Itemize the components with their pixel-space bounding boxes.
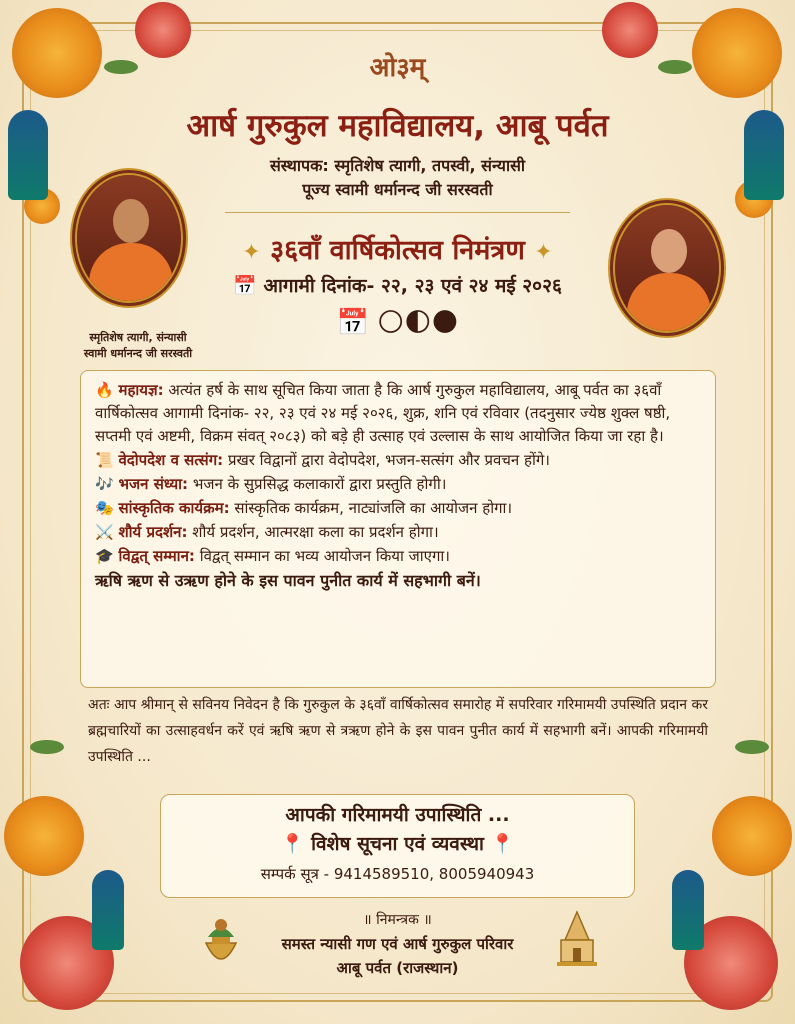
om-heading: ओ३म् [369, 53, 426, 83]
item-label: वेदोपदेश व सत्संग: [118, 451, 224, 469]
program-item-vidvat [95, 544, 701, 568]
pin-icon: 📍 [490, 833, 515, 855]
contact-numbers: सम्पर्क सूत्र - 9414589510, 8005940943 [260, 865, 535, 883]
swords-icon: ⚔️ [95, 523, 114, 541]
item-text: सांस्कृतिक कार्यक्रम, नाट्यांजलि का आयोजन होगा। [234, 499, 513, 517]
portrait-founder [70, 168, 188, 308]
item-label: शौर्य प्रदर्शन: [118, 523, 188, 541]
pin-icon: 📍 [280, 833, 305, 855]
inviter-line-2: आबू पर्वत (राजस्थान) [336, 959, 459, 977]
inviter-label: ॥ निमन्त्रक ॥ [363, 912, 432, 928]
moon-phase-icon: 🌕🌓🌑 [377, 308, 459, 338]
contact-box [160, 794, 635, 898]
item-label: विद्वत् सम्मान: [118, 547, 195, 565]
inviter-line-1: समस्त न्यासी गण एवं आर्ष गुरुकुल परिवार [281, 935, 514, 953]
leaf-icon [30, 740, 64, 754]
item-text: भजन के सुप्रसिद्ध कलाकारों द्वारा प्रस्तुति होगी। [192, 475, 447, 493]
program-item-shaurya [95, 520, 701, 544]
founder-line-1: संस्थापक: स्मृतिशेष त्यागी, तपस्वी, संन्यासी [269, 156, 526, 175]
mahayagya-paragraph [95, 379, 701, 448]
invitation-title: ३६वाँ वार्षिकोत्सव निमंत्रण [270, 235, 525, 266]
scroll-icon: 📜 [95, 451, 114, 469]
mahayagya-label: महायज्ञ: [118, 381, 164, 399]
institution-title: आर्ष गुरुकुल महाविद्यालय, आबू पर्वत [186, 108, 609, 144]
item-text: शौर्य प्रदर्शन, आत्मरक्षा कला का प्रदर्शन होगा। [192, 523, 439, 541]
leaf-icon [735, 740, 769, 754]
marigold-icon [712, 796, 792, 876]
special-notice-text: विशेष सूचना एवं व्यवस्था [311, 833, 484, 855]
graduation-cap-icon: 🎓 [95, 547, 114, 565]
founder-line-2: पूज्य स्वामी धर्मानन्द जी सरस्वती [302, 180, 493, 199]
marigold-icon [4, 796, 84, 876]
calendar-icon: 📅 [336, 308, 369, 338]
item-label: सांस्कृतिक कार्यक्रम: [118, 499, 230, 517]
date-text: आगामी दिनांक- २२, २३ एवं २४ मई २०२६ [263, 275, 562, 297]
sparkle-icon: ✦ [534, 240, 553, 265]
fire-icon: 🔥 [95, 381, 114, 399]
caption-line-2: स्वामी धर्मानन्द जी सरस्वती [83, 347, 193, 360]
caption-line-1: स्मृतिशेष त्यागी, संन्यासी [89, 331, 187, 344]
program-item-vedopdesh [95, 448, 701, 472]
program-item-bhajan [95, 472, 701, 496]
calendar-icon: 📅 [233, 275, 257, 297]
item-text: प्रखर विद्वानों द्वारा वेदोपदेश, भजन-सत्संग और प्रवचन होंगे। [227, 451, 550, 469]
theater-icon: 🎭 [95, 499, 114, 517]
sparkle-icon: ✦ [242, 240, 261, 265]
divider [225, 212, 570, 213]
appeal-paragraph: अतः आप श्रीमान् से सविनय निवेदन है कि गुरुकुल के ३६वाँ वार्षिकोत्सव समारोह में सपरिवार गरिमामयी उपस्थिति प्रदान कर ब्रह्मचारियों का उत्साहवर्धन करें एवं ऋषि ऋण से त्रऋण होने के इस पावन पुनीत कार्य में सहभागी बनें। आपकी गरिमामयी उपस्थिति ... [88, 697, 708, 765]
program-item-cultural [95, 496, 701, 520]
closing-line: ऋषि ऋण से उऋण होने के इस पावन पुनीत कार्य में सहभागी बनें। [95, 571, 481, 590]
presence-line: आपकी गरिमामयी उपास्थिति ... [285, 804, 510, 826]
music-icon: 🎶 [95, 475, 114, 493]
portrait-swami [608, 198, 726, 338]
portrait-caption [58, 330, 218, 362]
mahayagya-text: अत्यंत हर्ष के साथ सूचित किया जाता है कि आर्ष गुरुकुल महाविद्यालय, आबू पर्वत का ३६वाँ वार्षिकोत्सव आगामी दिनांक- २२, २३ एवं २४ मई २०२६, शुक्र, शनि एवं रविवार (तदनुसार ज्येष्ठ शुक्ल षष्ठी, सप्तमी एवं अष्टमी, विक्रम संवत् २०८३) को बड़े ही उत्साह एवं उल्लास के साथ आयोजित किया जा रहा है। [95, 381, 671, 445]
item-label: भजन संध्या: [118, 475, 189, 493]
item-text: विद्वत् सम्मान का भव्य आयोजन किया जाएगा। [199, 547, 450, 565]
inviter-block [0, 908, 795, 980]
program-box [80, 370, 716, 688]
special-notice [161, 829, 634, 859]
